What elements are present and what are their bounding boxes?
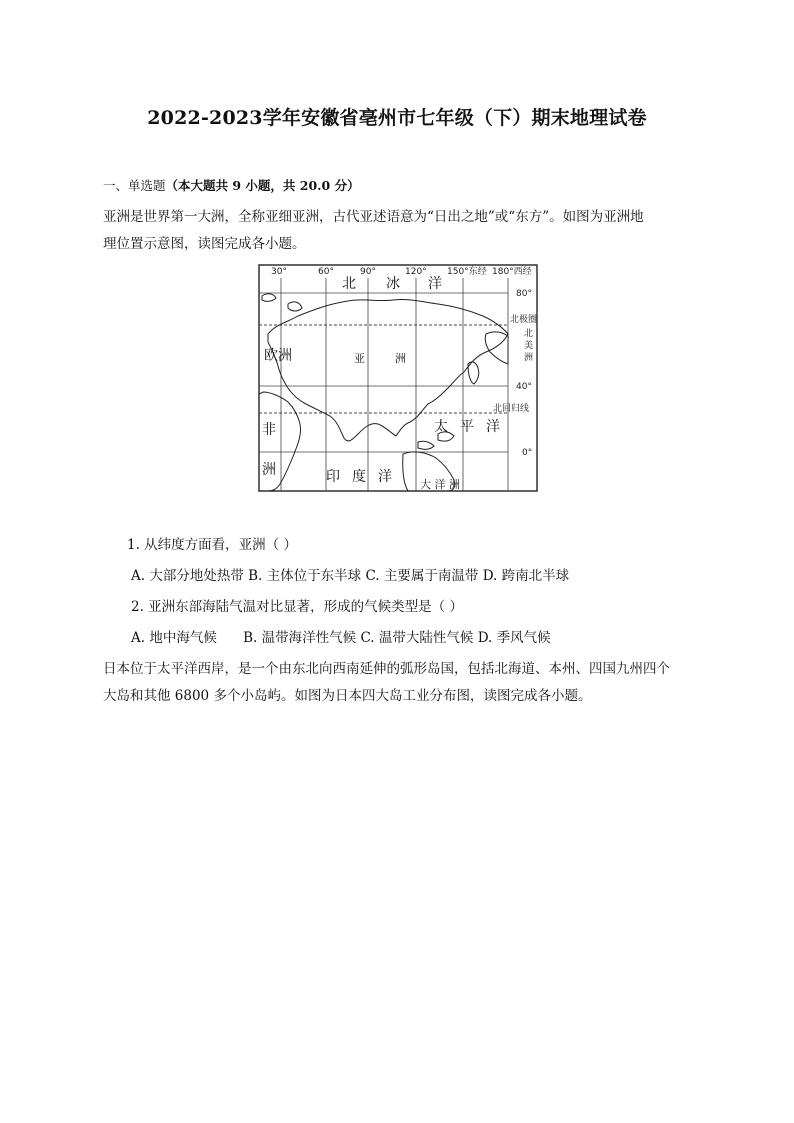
map-figure [258,264,538,492]
asia-location-map [258,264,538,492]
label-pacific-2: 平 [460,419,474,435]
label-oceania: 大 洋 洲 [420,478,460,491]
intro-paragraph-japan [103,656,703,710]
q1-option-c: C. 主要属于南温带 [365,568,479,584]
label-asia-1: 亚 [354,352,365,365]
q1-option-d: D. 跨南北半球 [482,568,570,584]
lat-label-40: 40° [516,382,532,392]
lon-label-30: 30° [271,267,287,277]
label-arctic-3: 洋 [428,276,442,292]
label-na-1: 北 [524,329,534,339]
q2-option-b: B. 温带海洋性气候 [243,630,357,646]
label-na-2: 美 [524,341,534,351]
q1-option-a: A. 大部分地处热带 [131,568,244,584]
question-1-options [131,564,569,584]
label-pacific-1: 太 [434,419,448,435]
label-arctic-1: 北 [342,276,356,292]
label-pacific-3: 洋 [486,419,500,435]
question-1-stem: 1. 从纬度方面看，亚洲（ ） [127,537,297,553]
label-africa-1: 非 [262,422,276,438]
lon-label-150e: 150°东经 [447,267,487,277]
question-2-options [131,626,551,646]
intro2-line-1: 日本位于太平洋西岸，是一个由东北向西南延伸的弧形岛国，包括北海道、本州、四国九州四个 [103,661,670,677]
lon-label-60: 60° [318,267,334,277]
lat-label-tropic: 北回归线 [493,404,530,414]
intro2-line-2: 大岛和其他 6800 多个小岛屿。如图为日本四大岛工业分布图，读图完成各小题。 [103,688,592,704]
label-asia-2: 洲 [395,352,406,365]
q2-option-a: A. 地中海气候 [131,630,217,646]
lat-label-0: 0° [522,448,533,458]
q1-option-b: B. 主体位于东半球 [248,568,362,584]
label-arctic-2: 冰 [386,276,400,292]
label-africa-2: 洲 [262,462,276,478]
section-heading [103,176,360,194]
exam-title: 2022-2023学年安徽省亳州市七年级（下）期末地理试卷 [147,107,647,129]
section-note: （本大题共 9 小题，共 20.0 分） [165,178,360,193]
lat-label-80: 80° [516,289,532,299]
q2-option-c: C. 温带大陆性气候 [360,630,474,646]
lat-label-arctic-circle: 北极圈 [510,315,538,325]
intro-paragraph-asia [103,204,703,258]
intro-line-2: 理位置示意图，读图完成各小题。 [103,236,306,252]
lon-label-180w: 180°西经 [492,267,532,277]
label-na-3: 洲 [524,353,534,363]
intro-line-1: 亚洲是世界第一大洲，全称亚细亚洲，古代亚述语意为“日出之地”或“东方”。如图为亚洲地 [103,209,644,225]
lon-label-120: 120° [405,267,427,277]
q2-option-d: D. 季风气候 [477,630,551,646]
label-indian-1: 印 [326,469,340,485]
section-label: 一、单选题 [103,178,166,193]
label-indian-3: 洋 [378,469,392,485]
question-2-stem: 2. 亚洲东部海陆气温对比显著，形成的气候类型是（ ） [131,599,463,615]
lon-label-90: 90° [360,267,376,277]
label-europe: 欧洲 [264,348,292,364]
label-indian-2: 度 [352,469,366,485]
